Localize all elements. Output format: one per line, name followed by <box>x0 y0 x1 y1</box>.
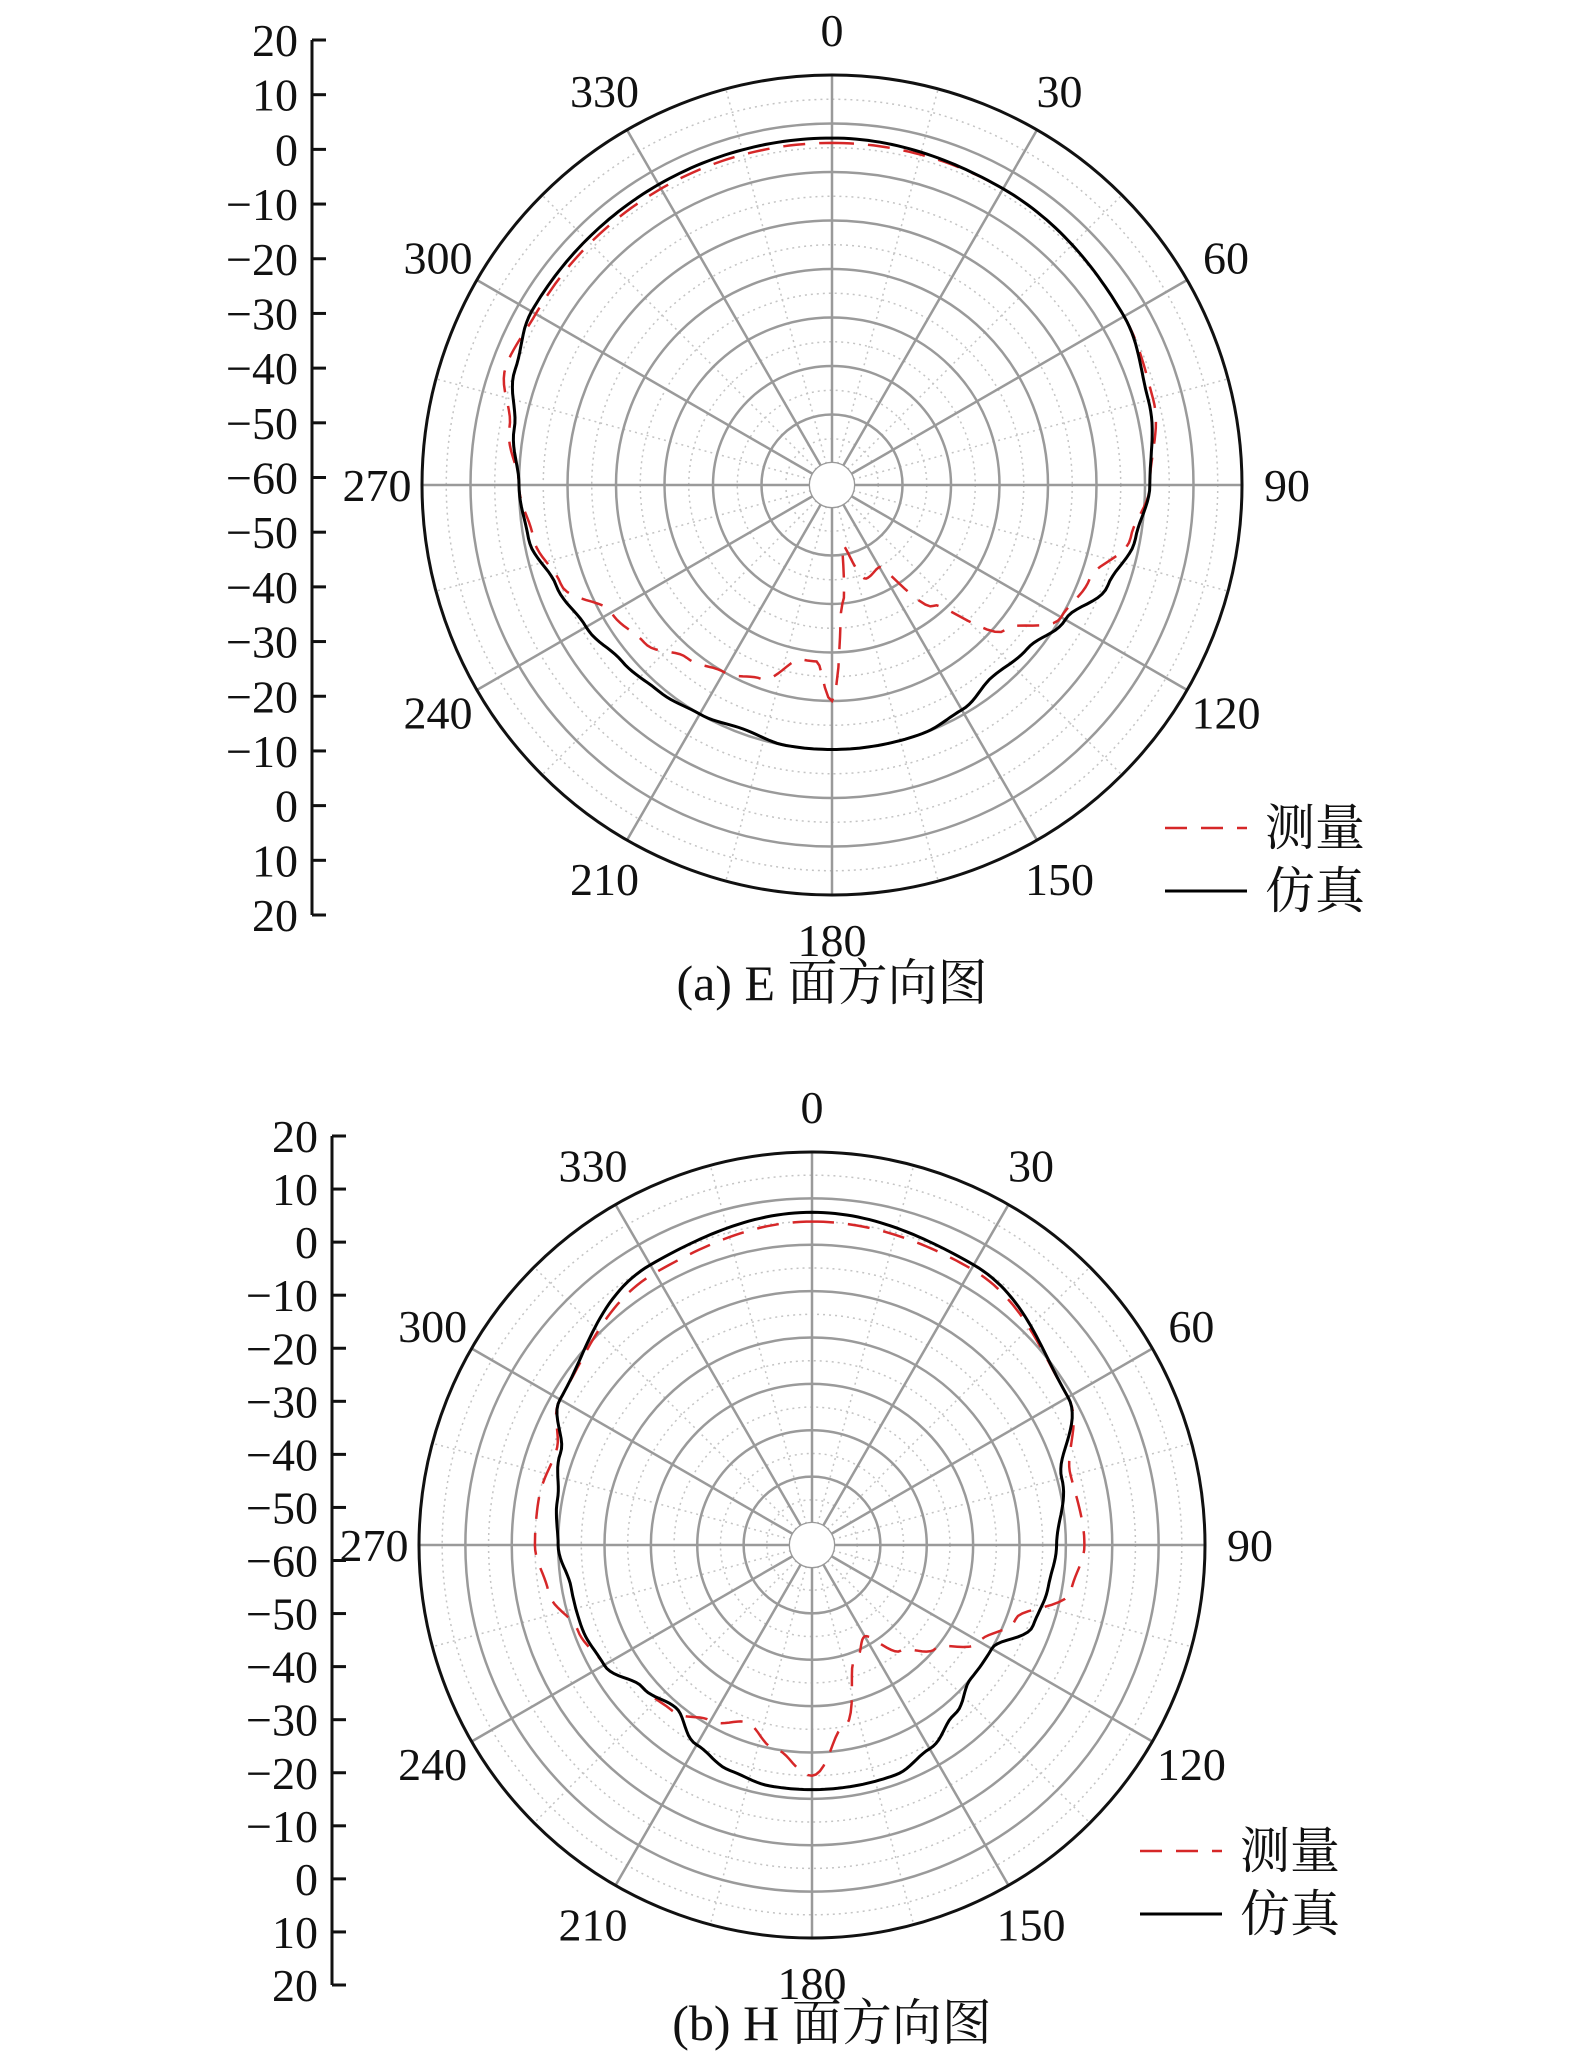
angle-tick-label: 240 <box>398 1739 468 1790</box>
e-plane-pattern-chart <box>226 5 1367 966</box>
radial-tick-label: 0 <box>275 780 298 832</box>
legend-label-measured: 测量 <box>1240 1823 1340 1879</box>
legend-label-simulated: 仿真 <box>1265 863 1365 919</box>
angle-tick-label: 0 <box>800 1082 824 1133</box>
series-simulated-line <box>556 1212 1072 1789</box>
radial-tick-label: −60 <box>226 452 298 504</box>
radial-tick-label: −20 <box>226 671 298 723</box>
radial-tick-label: 0 <box>275 124 298 176</box>
radial-tick-label: −10 <box>246 1270 318 1322</box>
legend-label-simulated: 仿真 <box>1240 1886 1340 1942</box>
angle-tick-label: 180 <box>777 1958 847 2009</box>
radial-tick-label: −50 <box>226 397 298 449</box>
grid-spoke <box>472 1556 793 1742</box>
polar-center <box>790 1523 834 1567</box>
angle-tick-label: 0 <box>820 5 844 56</box>
series-measured-line <box>535 1222 1085 1776</box>
radial-tick-label: −10 <box>246 1800 318 1852</box>
radial-tick-label: −10 <box>226 725 298 777</box>
radial-tick-label: −20 <box>226 233 298 285</box>
angle-tick-label: 210 <box>570 854 639 906</box>
radial-tick-label: −10 <box>226 179 298 231</box>
polar-center <box>810 463 854 507</box>
radial-tick-label: 10 <box>252 835 298 887</box>
angle-tick-label: 60 <box>1168 1301 1215 1352</box>
h-plane-pattern-chart <box>246 1082 1342 2011</box>
grid-spoke <box>831 1349 1152 1535</box>
radial-tick-label: −20 <box>246 1323 318 1375</box>
angle-tick-label: 30 <box>1036 65 1083 117</box>
radial-axis <box>246 1111 346 2011</box>
grid-spoke <box>851 496 1187 690</box>
legend <box>1165 800 1367 919</box>
radial-tick-label: −50 <box>246 1482 318 1534</box>
angle-tick-label: 90 <box>1227 1520 1273 1571</box>
angle-tick-label: 240 <box>403 687 473 739</box>
e-plane-caption: (a) E 面方向图 <box>676 955 988 1011</box>
radial-tick-label: 20 <box>272 1111 318 1162</box>
angle-tick-label: 120 <box>1156 1739 1226 1790</box>
angle-tick-label: 150 <box>996 1899 1066 1951</box>
radial-tick-label: 10 <box>252 69 298 121</box>
grid-spoke <box>823 1564 1009 1885</box>
angle-tick-label: 300 <box>403 232 473 284</box>
radial-tick-label: −30 <box>246 1694 318 1746</box>
angle-tick-label: 150 <box>1025 854 1094 906</box>
grid-spoke <box>843 504 1037 840</box>
h-plane-caption: (b) H 面方向图 <box>672 1995 992 2051</box>
radial-axis <box>226 15 326 941</box>
legend <box>1140 1823 1342 1942</box>
radial-tick-label: 0 <box>295 1853 318 1905</box>
angle-tick-label: 120 <box>1191 687 1261 739</box>
grid-spoke <box>616 1564 802 1885</box>
radial-tick-label: −30 <box>226 288 298 340</box>
legend-label-measured: 测量 <box>1265 800 1365 856</box>
radial-tick-label: −30 <box>246 1376 318 1428</box>
radial-tick-label: −40 <box>246 1641 318 1693</box>
angle-tick-label: 60 <box>1203 232 1250 284</box>
radial-tick-label: 20 <box>252 15 298 66</box>
angle-tick-label: 210 <box>558 1899 628 1951</box>
angle-tick-label: 180 <box>797 915 867 966</box>
angle-tick-label: 270 <box>342 460 412 511</box>
grid-spoke <box>627 130 821 466</box>
radial-tick-label: −40 <box>246 1429 318 1481</box>
angle-tick-label: 300 <box>398 1301 468 1352</box>
angle-tick-label: 30 <box>1008 1140 1054 1192</box>
radial-tick-label: −50 <box>226 507 298 559</box>
angle-tick-label: 270 <box>339 1520 409 1571</box>
radial-tick-label: −40 <box>226 343 298 395</box>
radial-tick-label: 20 <box>252 890 298 941</box>
radial-tick-label: −40 <box>226 561 298 613</box>
radial-tick-label: 10 <box>272 1906 318 1958</box>
radial-tick-label: −50 <box>246 1588 318 1640</box>
radial-tick-label: −30 <box>226 616 298 668</box>
grid-spoke <box>851 280 1187 474</box>
angle-tick-label: 330 <box>570 65 639 117</box>
angle-tick-label: 330 <box>558 1140 628 1192</box>
radial-tick-label: 20 <box>272 1960 318 2011</box>
grid-spoke <box>477 496 813 690</box>
radial-tick-label: −20 <box>246 1747 318 1799</box>
radial-tick-label: 0 <box>295 1217 318 1269</box>
angle-tick-label: 90 <box>1264 460 1310 511</box>
radial-tick-label: 10 <box>272 1164 318 1216</box>
radial-tick-label: −60 <box>246 1535 318 1587</box>
